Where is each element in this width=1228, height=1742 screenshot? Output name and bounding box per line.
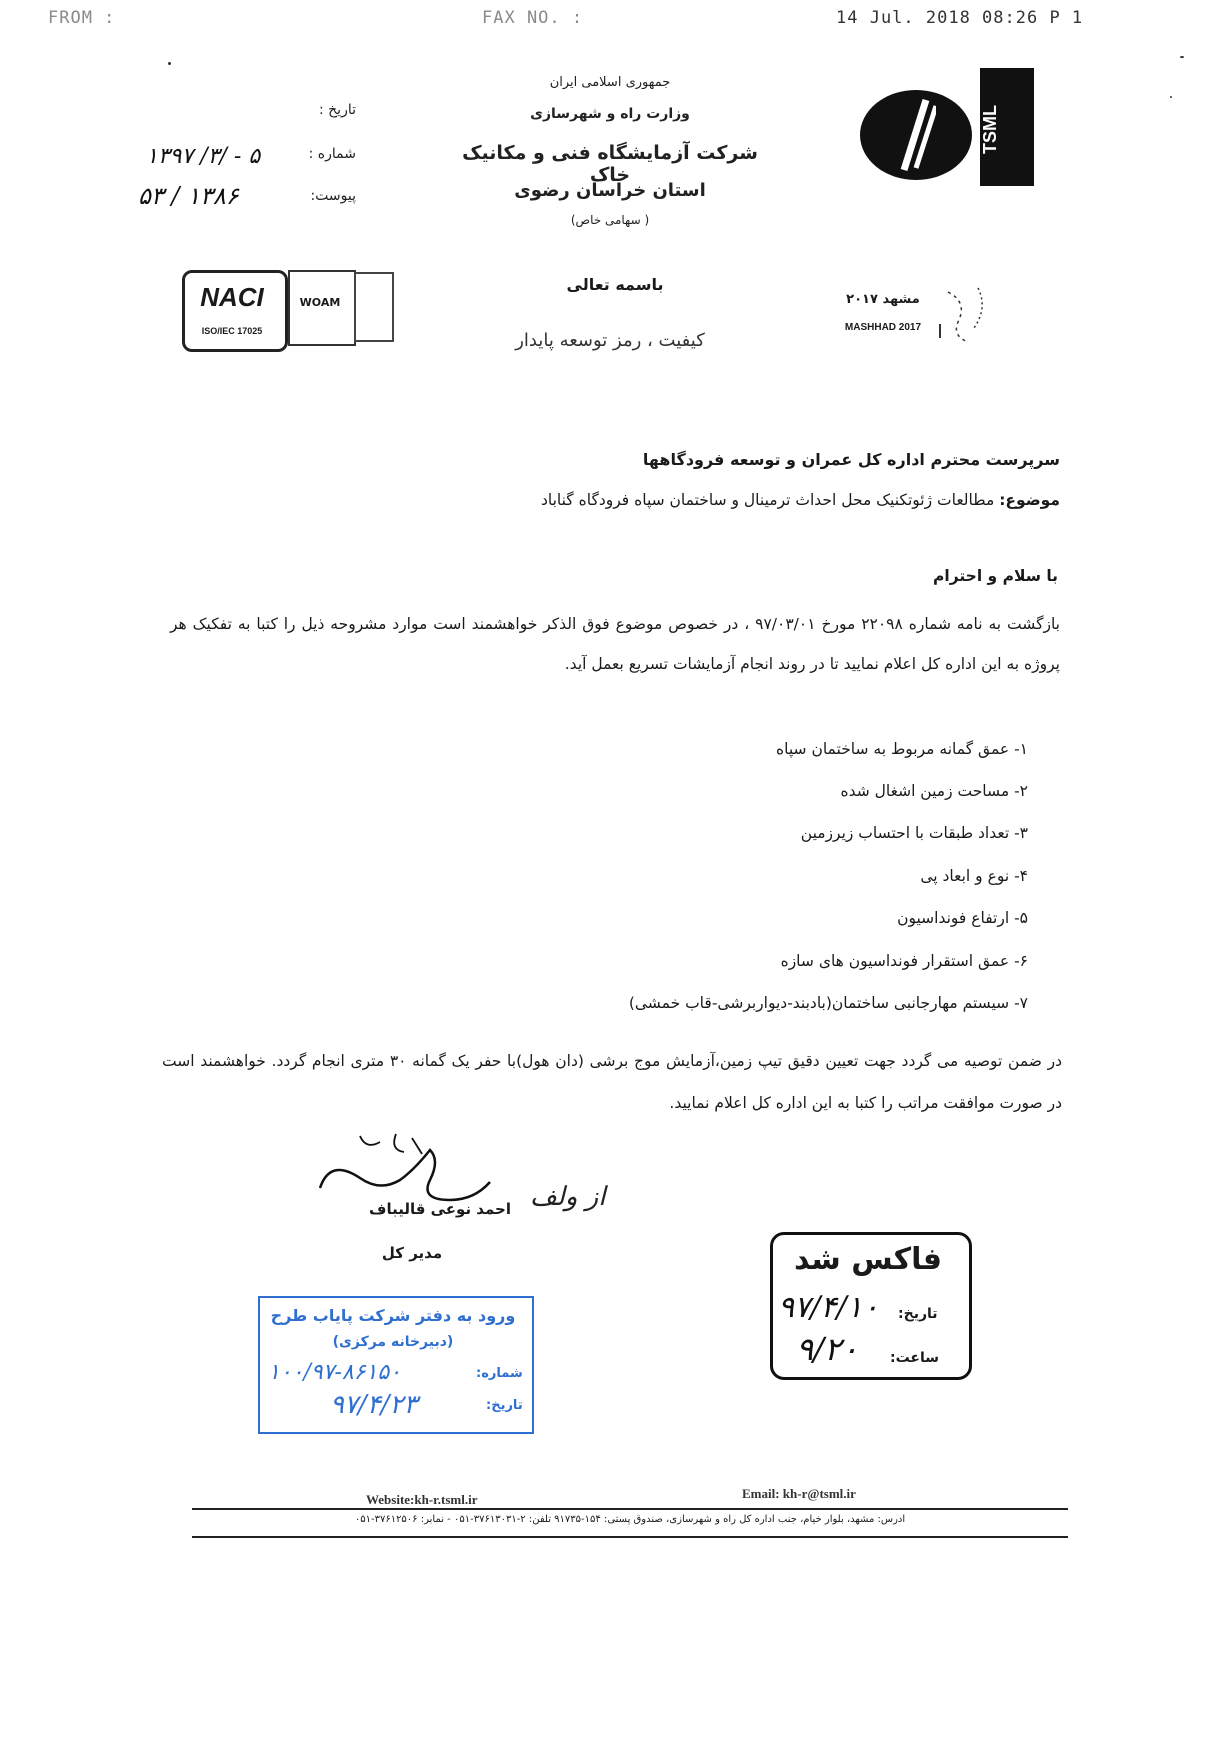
- naci-iso-text: ISO/IEC 17025: [201, 326, 263, 336]
- mashhad-label-text: MASHHAD 2017: [844, 322, 922, 333]
- list-item: ۵- ارتفاع فونداسیون: [897, 909, 1028, 927]
- fax-date-label: تاریخ:: [898, 1306, 938, 1322]
- list-item: ۴- نوع و ابعاد پی: [920, 867, 1028, 885]
- addressee: سرپرست محترم اداره کل عمران و توسعه فرودگاهها: [642, 450, 1060, 469]
- footer-website: Website:kh-r.tsml.ir: [366, 1492, 478, 1507]
- fax-sent-title: فاکس شد: [793, 1242, 943, 1277]
- woam-badge-text: WOAM: [299, 296, 341, 309]
- date-label: تاریخ :: [318, 102, 356, 118]
- attachment-label: پیوست:: [310, 188, 356, 204]
- fax-time-label: ساعت:: [890, 1350, 940, 1366]
- tsml-slash-mark-icon: [896, 96, 936, 174]
- subject-text: مطالعات ژئوتکنیک محل احداث ترمینال و ساختمان سپاه فرودگاه گناباد: [540, 491, 1000, 509]
- letterhead-province: استان خراسان رضوی: [514, 180, 706, 201]
- motto: کیفیت ، رمز توسعه پایدار: [515, 330, 705, 351]
- footer-address: آدرس: مشهد، بلوار خیام، جنب اداره کل راه و شهرسازی، صندوق پستی: ۱۵۴-۹۱۷۳۵ تلفن: ۲-۳۷۶۱۳۰۳۱-۰۵۱ - نمابر: ۳۷۶۱۲۵۰۶-۰۵۱: [354, 1514, 906, 1525]
- receipt-stamp-subtitle: (دبیرخانه مرکزی): [332, 1334, 454, 1350]
- mashhad-year-text: مشهد ۲۰۱۷: [846, 292, 920, 307]
- scan-speck: [1180, 56, 1184, 58]
- signature-handwritten-note: از ولف: [530, 1182, 606, 1212]
- letter-number-handwritten: ۱۳۹۷ /۳/ - ۵: [146, 144, 261, 169]
- subject-label: موضوع:: [999, 491, 1060, 509]
- letterhead-republic: جمهوری اسلامی ایران: [549, 75, 671, 90]
- footer-divider: [192, 1536, 1068, 1538]
- closing-paragraph: در ضمن توصیه می گردد جهت تعیین دقیق تیپ زمین،آزمایش موج برشی (دان هول)با حفر یک گمانه ۳۰ متری انجام گردد. خواهشمند است در صورت موافقت مراتب را کتبا به این اداره کل اعلام نمایید.: [162, 1052, 1062, 1112]
- letterhead-company: شرکت آزمایشگاه فنی و مکانیک خاک: [462, 142, 758, 186]
- letterhead-company-type: ( سهامی خاص): [570, 213, 650, 227]
- fax-time-handwritten: ۹/۲۰: [796, 1330, 859, 1368]
- fax-from-label: FROM :: [48, 8, 116, 28]
- list-item: ۷- سیستم مهارجانبی ساختمان(بادبند-دیواربرشی-قاب خمشی): [628, 994, 1028, 1012]
- bismillah-heading: باسمه تعالی: [566, 275, 664, 294]
- fax-date-handwritten: ۹۷/۴/۱۰: [778, 1290, 879, 1325]
- footer-email: Email: kh-r@tsml.ir: [742, 1486, 856, 1501]
- list-item: ۶- عمق استقرار فونداسیون های سازه: [780, 952, 1028, 970]
- letterhead-ministry: وزارت راه و شهرسازی: [530, 106, 690, 122]
- list-item: ۲- مساحت زمین اشغال شده: [840, 782, 1028, 800]
- receipt-number-handwritten: ۱۰۰/۹۷-۸۶۱۵۰: [268, 1360, 402, 1385]
- fax-number-label: FAX NO. :: [482, 8, 584, 28]
- scan-speck: [1170, 96, 1172, 98]
- receipt-date-label: تاریخ:: [486, 1398, 523, 1413]
- signer-name: احمد نوعی قالیباف: [369, 1200, 511, 1218]
- list-item: ۱- عمق گمانه مربوط به ساختمان سپاه: [776, 740, 1028, 758]
- signer-title: مدیر کل: [381, 1244, 443, 1262]
- salutation: با سلام و احترام: [933, 567, 1058, 585]
- list-item: ۳- تعداد طبقات با احتساب زیرزمین: [800, 824, 1028, 842]
- receipt-stamp-title: ورود به دفتر شرکت پایاب طرح: [270, 1306, 516, 1325]
- number-label: شماره :: [308, 146, 356, 162]
- receipt-number-label: شماره:: [476, 1366, 523, 1381]
- naci-logo-text: NACI: [200, 282, 264, 312]
- attachment-handwritten: ۵۳ / ۱۳۸۶: [138, 182, 239, 210]
- scan-speck: [168, 62, 171, 65]
- third-emblem-icon: [354, 272, 394, 342]
- tsml-wordmark: TSML: [980, 105, 1000, 155]
- footer-divider: [192, 1508, 1068, 1510]
- subject-line: [541, 490, 1060, 510]
- receipt-date-handwritten: ۹۷/۴/۲۳: [330, 1390, 418, 1420]
- body-paragraph: بازگشت به نامه شماره ۲۲۰۹۸ مورخ ۹۷/۰۳/۰۱ ، در خصوص موضوع فوق الذکر خواهشمند است موارد مشروحه ذیل را کتبا به تفکیک هر پروژه به این اداره کل اعلام نمایید تا در روند انجام آزمایشات تسریع بعمل آید.: [170, 615, 1060, 673]
- fax-timestamp: 14 Jul. 2018 08:26 P 1: [836, 8, 1084, 28]
